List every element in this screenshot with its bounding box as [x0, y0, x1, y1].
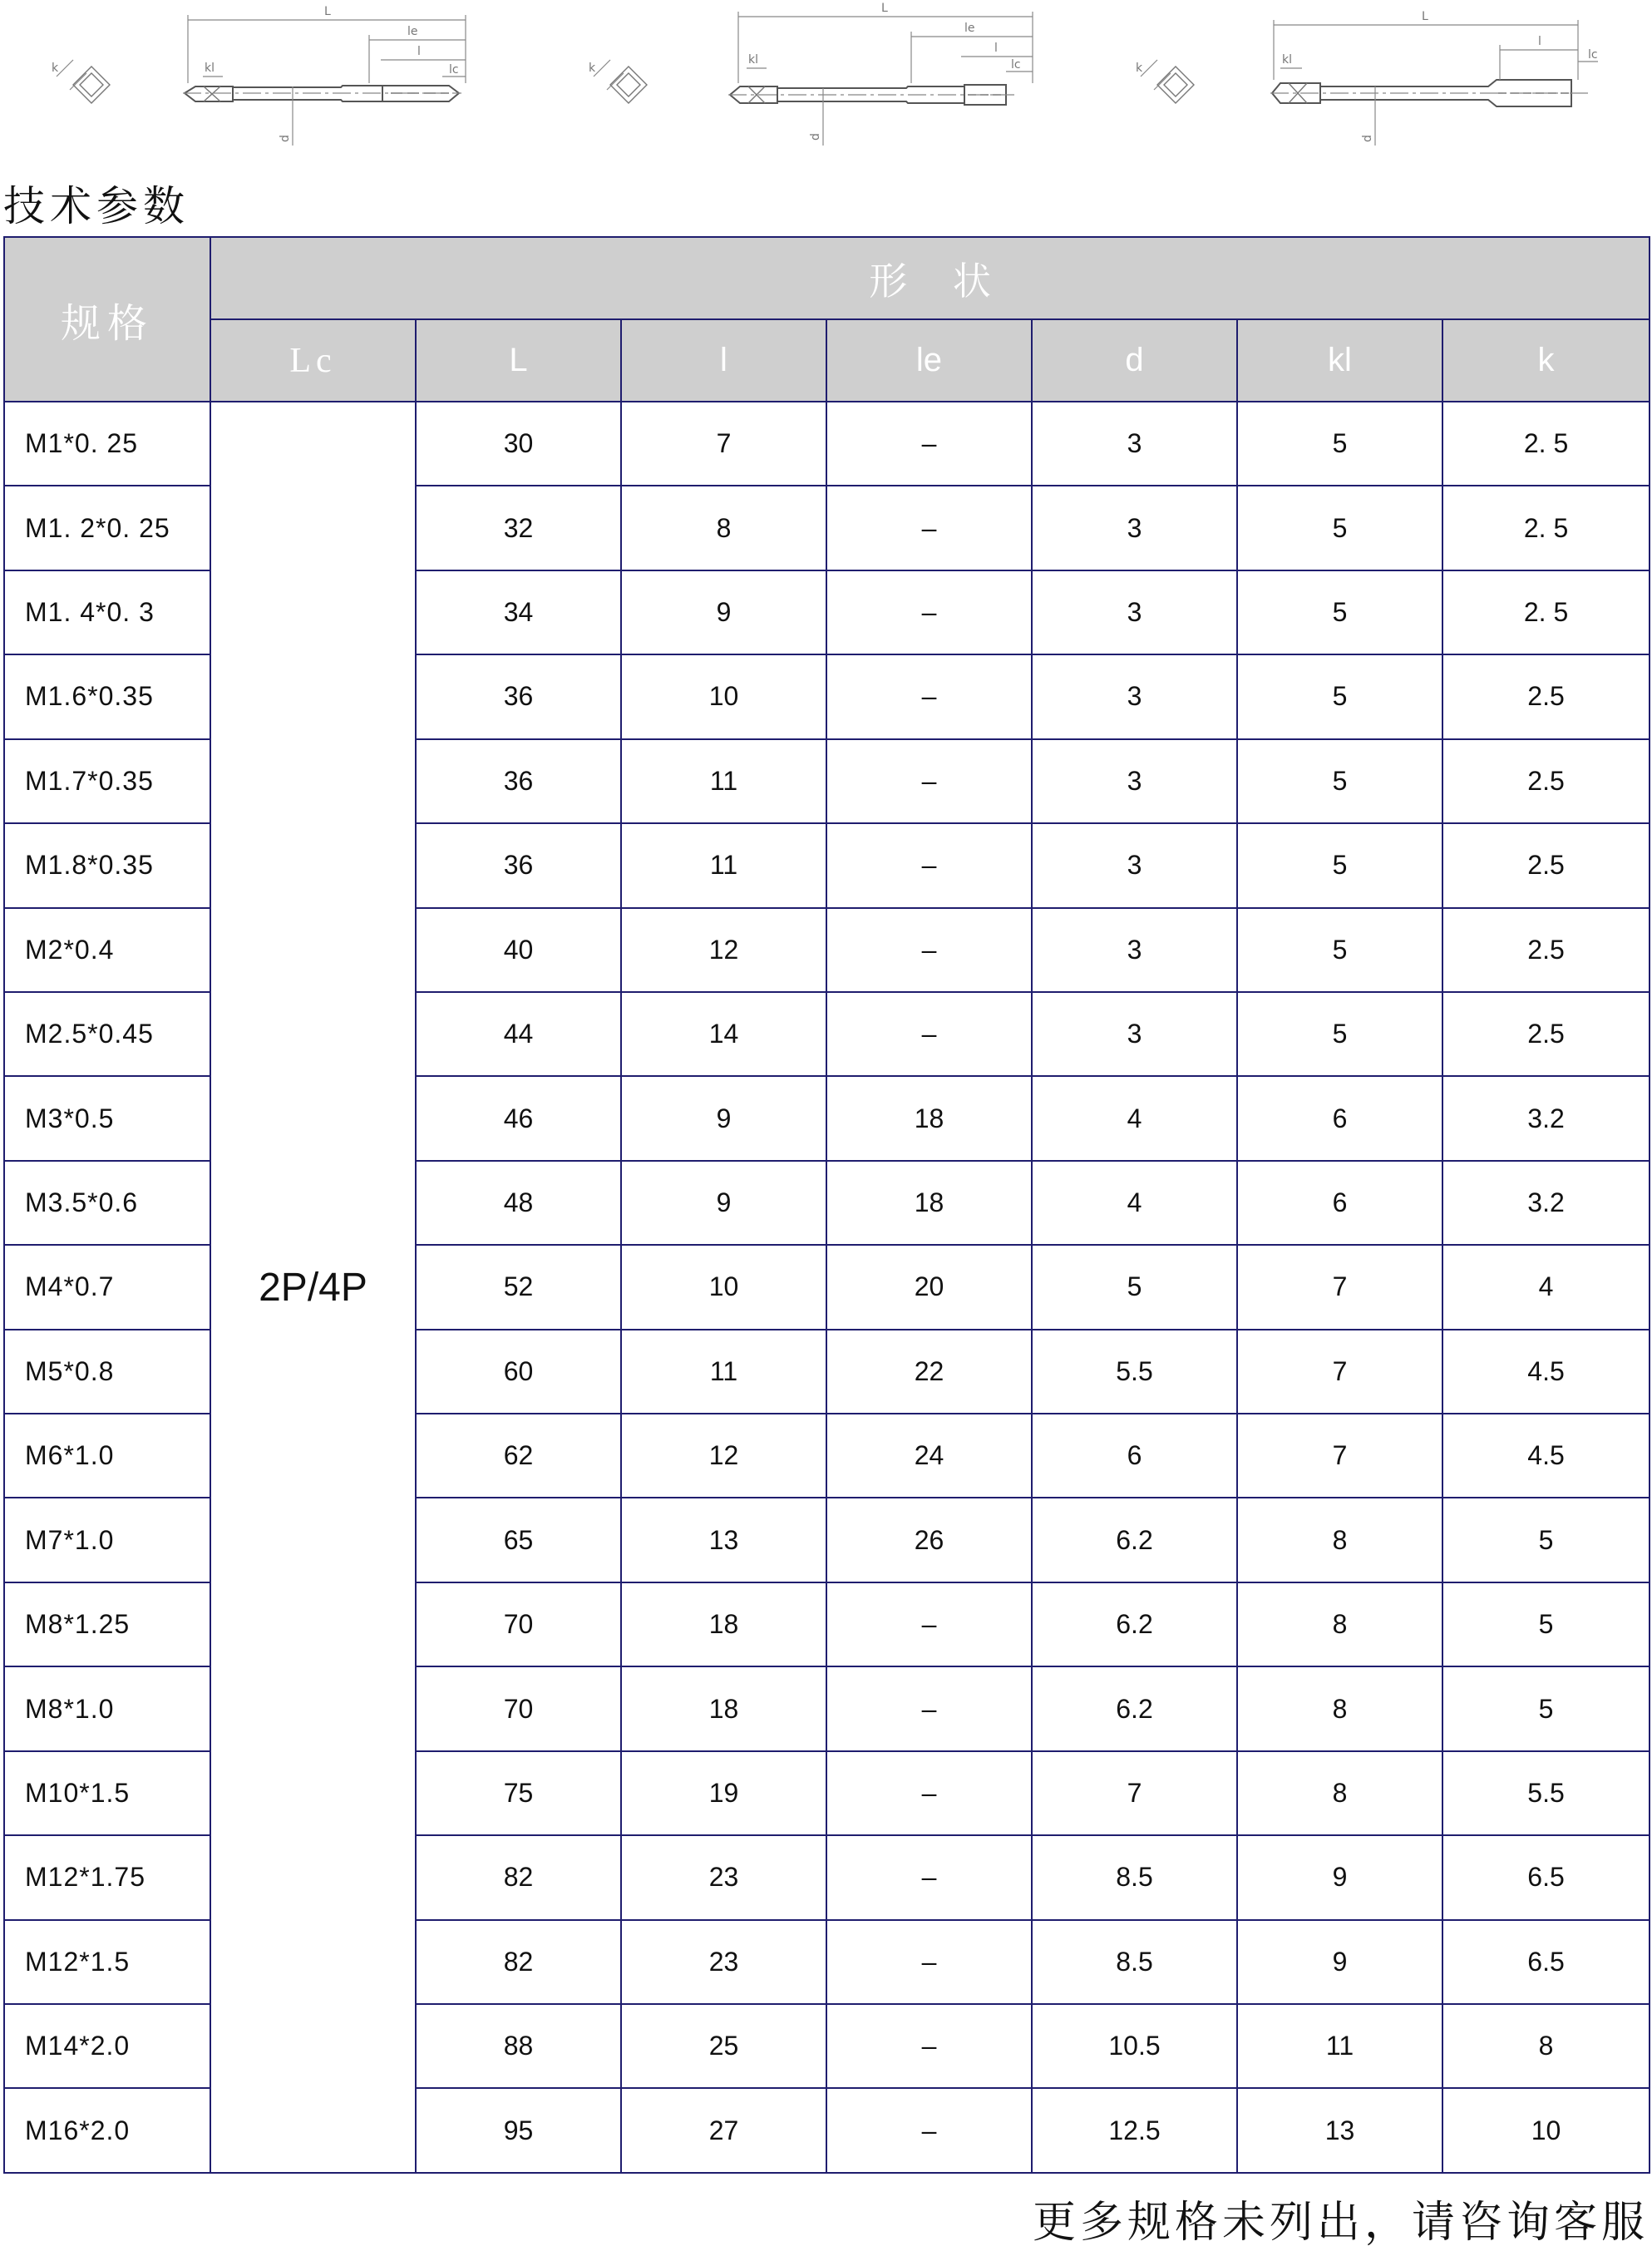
cell-L: 62 — [416, 1414, 621, 1498]
label-L: L — [881, 2, 888, 15]
cell-kl: 13 — [1237, 2088, 1442, 2173]
dimension-lines — [738, 2, 1033, 146]
spec-cell: M12*1.5 — [4, 1920, 210, 2004]
spec-cell: M1.7*0.35 — [4, 739, 210, 823]
cell-d: 3 — [1032, 992, 1237, 1076]
cell-k: 5.5 — [1442, 1751, 1650, 1835]
cell-l: 11 — [621, 739, 826, 823]
cell-kl: 5 — [1237, 654, 1442, 738]
label-l: l — [1538, 35, 1541, 48]
spec-cell: M3.5*0.6 — [4, 1161, 210, 1245]
cell-L: 65 — [416, 1498, 621, 1582]
cell-k: 10 — [1442, 2088, 1650, 2173]
spec-cell: M1.8*0.35 — [4, 823, 210, 907]
column-header-l: l — [621, 319, 826, 402]
cell-L: 32 — [416, 486, 621, 570]
square-section-icon — [1136, 60, 1194, 103]
cell-kl: 8 — [1237, 1498, 1442, 1582]
cell-l: 11 — [621, 1330, 826, 1414]
cell-d: 8.5 — [1032, 1835, 1237, 1919]
cell-kl: 7 — [1237, 1330, 1442, 1414]
cell-L: 70 — [416, 1582, 621, 1666]
cell-L: 52 — [416, 1245, 621, 1329]
cell-L: 36 — [416, 823, 621, 907]
cell-d: 3 — [1032, 402, 1237, 486]
spec-cell: M6*1.0 — [4, 1414, 210, 1498]
spec-cell: M1.6*0.35 — [4, 654, 210, 738]
cell-d: 6.2 — [1032, 1666, 1237, 1750]
shape-group-header: 形 状 — [210, 237, 1650, 319]
cell-L: 88 — [416, 2004, 621, 2088]
cell-L: 30 — [416, 402, 621, 486]
cell-kl: 9 — [1237, 1920, 1442, 2004]
cell-L: 36 — [416, 739, 621, 823]
cell-L: 48 — [416, 1161, 621, 1245]
cell-k: 4.5 — [1442, 1330, 1650, 1414]
cell-l: 23 — [621, 1835, 826, 1919]
cell-L: 70 — [416, 1666, 621, 1750]
spec-column-header: 规格 — [4, 237, 210, 402]
label-d: d — [279, 135, 292, 142]
cell-l: 9 — [621, 1161, 826, 1245]
cell-k: 5 — [1442, 1582, 1650, 1666]
cell-l: 10 — [621, 1245, 826, 1329]
lc-merged-cell: 2P/4P — [210, 402, 416, 2173]
cell-d: 5 — [1032, 1245, 1237, 1329]
spec-cell: M1*0. 25 — [4, 402, 210, 486]
cell-l: 7 — [621, 402, 826, 486]
cell-k: 2. 5 — [1442, 402, 1650, 486]
cell-kl: 8 — [1237, 1582, 1442, 1666]
cell-k: 2.5 — [1442, 908, 1650, 992]
label-k: k — [1136, 62, 1143, 75]
cell-le: – — [826, 739, 1032, 823]
column-header-kl: kl — [1237, 319, 1442, 402]
label-kl: kl — [1282, 53, 1292, 67]
cell-l: 12 — [621, 908, 826, 992]
label-le: le — [964, 22, 975, 35]
cell-l: 12 — [621, 1414, 826, 1498]
cell-kl: 6 — [1237, 1161, 1442, 1245]
cell-kl: 5 — [1237, 486, 1442, 570]
cell-d: 6.2 — [1032, 1498, 1237, 1582]
column-header-le: le — [826, 319, 1032, 402]
cell-kl: 8 — [1237, 1751, 1442, 1835]
cell-d: 3 — [1032, 908, 1237, 992]
cell-d: 6.2 — [1032, 1582, 1237, 1666]
cell-le: – — [826, 992, 1032, 1076]
cell-le: – — [826, 1920, 1032, 2004]
square-section-icon — [52, 60, 110, 103]
cell-k: 2.5 — [1442, 823, 1650, 907]
cell-l: 9 — [621, 1076, 826, 1160]
cell-l: 27 — [621, 2088, 826, 2173]
header-row-2 — [4, 319, 1650, 402]
cell-l: 8 — [621, 486, 826, 570]
cell-k: 3.2 — [1442, 1076, 1650, 1160]
cell-l: 9 — [621, 570, 826, 654]
cell-d: 7 — [1032, 1751, 1237, 1835]
label-kl: kl — [748, 53, 758, 67]
cell-L: 75 — [416, 1751, 621, 1835]
label-lc: lc — [1011, 58, 1021, 72]
cell-L: 44 — [416, 992, 621, 1076]
cell-le: 20 — [826, 1245, 1032, 1329]
cell-le: 18 — [826, 1076, 1032, 1160]
tap-drawing-1 — [33, 0, 482, 158]
cell-kl: 5 — [1237, 402, 1442, 486]
cell-l: 18 — [621, 1582, 826, 1666]
cell-kl: 6 — [1237, 1076, 1442, 1160]
cell-d: 3 — [1032, 570, 1237, 654]
tap-body — [1270, 80, 1588, 106]
cell-k: 2.5 — [1442, 654, 1650, 738]
cell-k: 6.5 — [1442, 1835, 1650, 1919]
label-d: d — [809, 133, 822, 141]
label-le: le — [407, 25, 418, 38]
cell-d: 4 — [1032, 1161, 1237, 1245]
cell-l: 23 — [621, 1920, 826, 2004]
cell-d: 3 — [1032, 739, 1237, 823]
header-row-1 — [4, 237, 1650, 319]
footer-note: 更多规格未列出，请咨询客服 — [1032, 2198, 1649, 2248]
cell-d: 12.5 — [1032, 2088, 1237, 2173]
cell-L: 82 — [416, 1835, 621, 1919]
label-lc: lc — [449, 63, 459, 77]
label-k: k — [589, 62, 596, 75]
tap-drawing-3 — [1122, 0, 1621, 158]
column-header-k: k — [1442, 319, 1650, 402]
label-lc: lc — [1588, 48, 1598, 62]
label-kl: kl — [205, 62, 215, 75]
cell-kl: 7 — [1237, 1414, 1442, 1498]
spec-cell: M12*1.75 — [4, 1835, 210, 1919]
cell-d: 8.5 — [1032, 1920, 1237, 2004]
cell-k: 4.5 — [1442, 1414, 1650, 1498]
cell-le: 18 — [826, 1161, 1032, 1245]
cell-le: – — [826, 2004, 1032, 2088]
cell-le: 22 — [826, 1330, 1032, 1414]
cell-L: 60 — [416, 1330, 621, 1414]
spec-cell: M4*0.7 — [4, 1245, 210, 1329]
cell-kl: 7 — [1237, 1245, 1442, 1329]
cell-l: 14 — [621, 992, 826, 1076]
cell-le: – — [826, 1582, 1032, 1666]
cell-kl: 5 — [1237, 908, 1442, 992]
cell-d: 3 — [1032, 823, 1237, 907]
label-L: L — [1422, 10, 1428, 23]
cell-l: 13 — [621, 1498, 826, 1582]
cell-kl: 5 — [1237, 739, 1442, 823]
cell-k: 2.5 — [1442, 992, 1650, 1076]
cell-kl: 5 — [1237, 823, 1442, 907]
cell-k: 5 — [1442, 1666, 1650, 1750]
cell-d: 3 — [1032, 654, 1237, 738]
cell-kl: 5 — [1237, 570, 1442, 654]
spec-cell: M1. 4*0. 3 — [4, 570, 210, 654]
tap-drawing-2 — [574, 0, 1039, 158]
cell-L: 34 — [416, 570, 621, 654]
square-section-icon — [589, 60, 647, 103]
cell-k: 8 — [1442, 2004, 1650, 2088]
section-title: 技术参数 — [3, 182, 190, 230]
cell-k: 5 — [1442, 1498, 1650, 1582]
cell-le: – — [826, 1835, 1032, 1919]
cell-le: – — [826, 570, 1032, 654]
cell-le: – — [826, 823, 1032, 907]
cell-le: – — [826, 402, 1032, 486]
cell-d: 4 — [1032, 1076, 1237, 1160]
spec-cell: M8*1.25 — [4, 1582, 210, 1666]
cell-le: – — [826, 654, 1032, 738]
dimension-lines — [188, 5, 466, 146]
tap-body — [728, 85, 1014, 105]
cell-l: 18 — [621, 1666, 826, 1750]
cell-kl: 8 — [1237, 1666, 1442, 1750]
spec-cell: M10*1.5 — [4, 1751, 210, 1835]
spec-table — [3, 236, 1650, 2174]
cell-k: 3.2 — [1442, 1161, 1650, 1245]
spec-cell: M14*2.0 — [4, 2004, 210, 2088]
spec-cell: M5*0.8 — [4, 1330, 210, 1414]
spec-cell: M1. 2*0. 25 — [4, 486, 210, 570]
cell-kl: 11 — [1237, 2004, 1442, 2088]
cell-le: – — [826, 1666, 1032, 1750]
cell-L: 46 — [416, 1076, 621, 1160]
cell-le: 24 — [826, 1414, 1032, 1498]
cell-le: – — [826, 486, 1032, 570]
cell-L: 40 — [416, 908, 621, 992]
column-header-d: d — [1032, 319, 1237, 402]
cell-le: 26 — [826, 1498, 1032, 1582]
label-l: l — [417, 45, 421, 58]
spec-cell: M3*0.5 — [4, 1076, 210, 1160]
cell-kl: 5 — [1237, 992, 1442, 1076]
spec-cell: M8*1.0 — [4, 1666, 210, 1750]
cell-d: 10.5 — [1032, 2004, 1237, 2088]
cell-l: 25 — [621, 2004, 826, 2088]
spec-cell: M2.5*0.45 — [4, 992, 210, 1076]
cell-k: 6.5 — [1442, 1920, 1650, 2004]
dimension-lines — [1274, 10, 1598, 146]
table-body — [4, 402, 1650, 2173]
label-l: l — [994, 42, 998, 55]
cell-k: 2. 5 — [1442, 486, 1650, 570]
column-header-lc: Lc — [210, 319, 416, 402]
cell-le: – — [826, 1751, 1032, 1835]
spec-cell: M16*2.0 — [4, 2088, 210, 2173]
cell-d: 3 — [1032, 486, 1237, 570]
table-row — [4, 402, 1650, 486]
cell-l: 19 — [621, 1751, 826, 1835]
spec-cell: M2*0.4 — [4, 908, 210, 992]
label-k: k — [52, 62, 59, 75]
label-L: L — [324, 5, 331, 18]
cell-l: 11 — [621, 823, 826, 907]
cell-d: 5.5 — [1032, 1330, 1237, 1414]
cell-k: 2. 5 — [1442, 570, 1650, 654]
cell-L: 36 — [416, 654, 621, 738]
cell-k: 2.5 — [1442, 739, 1650, 823]
tap-body — [183, 86, 461, 101]
spec-cell: M7*1.0 — [4, 1498, 210, 1582]
cell-L: 82 — [416, 1920, 621, 2004]
cell-kl: 9 — [1237, 1835, 1442, 1919]
cell-le: – — [826, 2088, 1032, 2173]
cell-l: 10 — [621, 654, 826, 738]
column-header-L: L — [416, 319, 621, 402]
tap-drawings — [0, 0, 1652, 166]
cell-d: 6 — [1032, 1414, 1237, 1498]
cell-k: 4 — [1442, 1245, 1650, 1329]
cell-le: – — [826, 908, 1032, 992]
cell-L: 95 — [416, 2088, 621, 2173]
label-d: d — [1361, 135, 1374, 142]
